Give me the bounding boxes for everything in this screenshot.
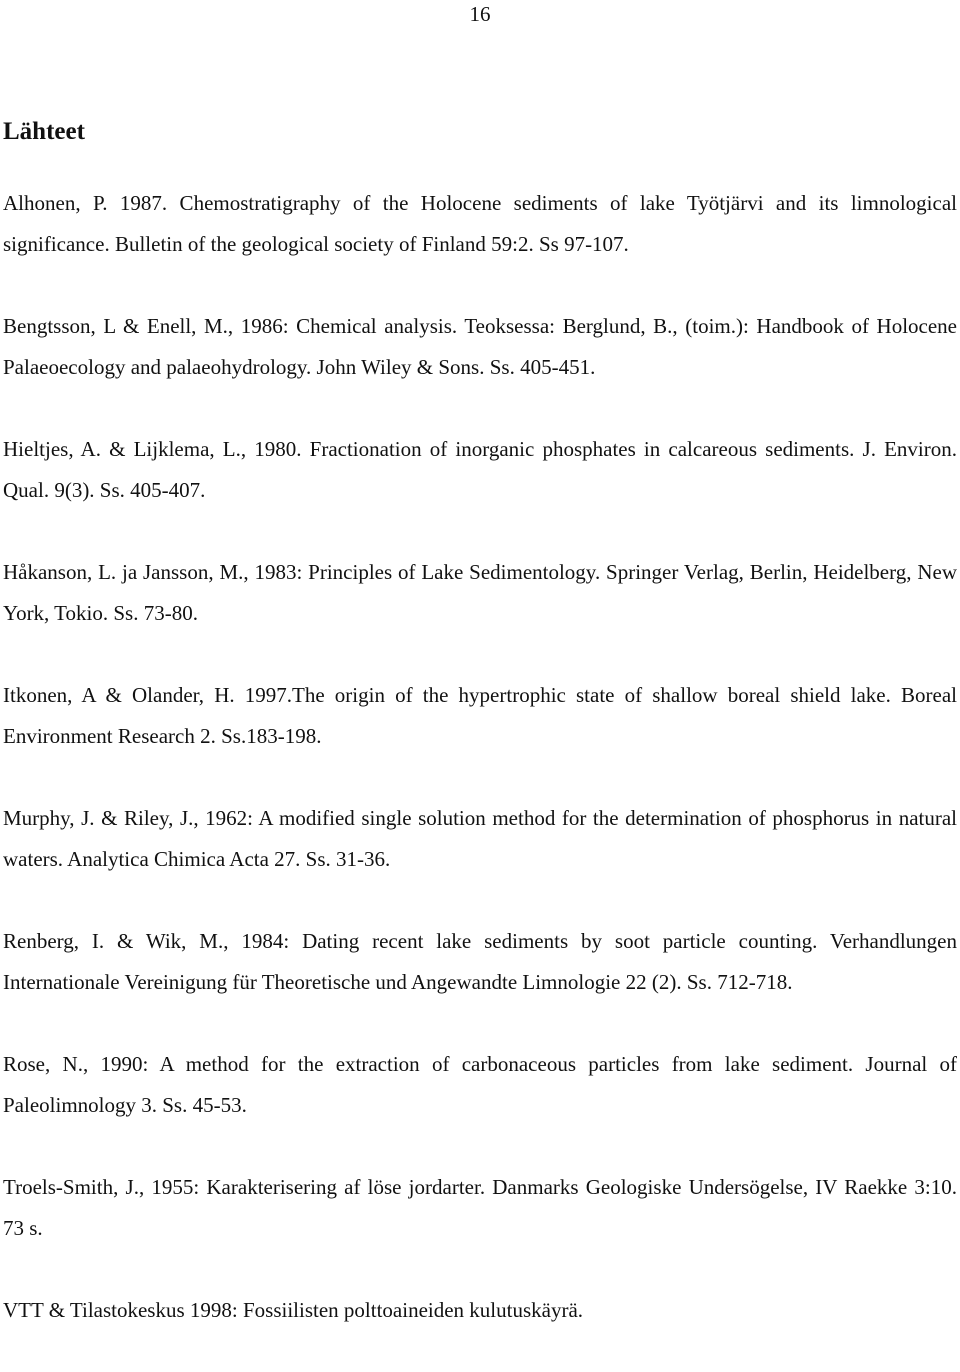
reference-item: Itkonen, A & Olander, H. 1997.The origin of the hypertrophic state of shallow boreal shield lake. Boreal Environment Research 2. Ss.183-198. xyxy=(3,683,957,748)
reference-item: Rose, N., 1990: A method for the extraction of carbonaceous particles from lake sediment. Journal of Paleolimnology 3. Ss. 45-53. xyxy=(3,1052,957,1117)
reference-item: Håkanson, L. ja Jansson, M., 1983: Principles of Lake Sedimentology. Springer Verlag, Berlin, Heidelberg, New York, Tokio. Ss. 73-80. xyxy=(3,560,957,625)
reference-list xyxy=(3,183,957,1372)
reference-item: Hieltjes, A. & Lijklema, L., 1980. Fractionation of inorganic phosphates in calcareous sediments. J. Environ. Qual. 9(3). Ss. 405-407. xyxy=(3,437,957,502)
reference-item: VTT & Tilastokeskus 1998: Fossiilisten polttoaineiden kulutuskäyrä. xyxy=(3,1298,584,1322)
reference-item: Renberg, I. & Wik, M., 1984: Dating recent lake sediments by soot particle counting. Verhandlungen Internationale Vereinigung für Theoretische und Angewandte Limnologie 22 (2). Ss. 712-718. xyxy=(3,929,957,994)
reference-item: Alhonen, P. 1987. Chemostratigraphy of the Holocene sediments of lake Työtjärvi and its limnological significance. Bulletin of the geological society of Finland 59:2. Ss 97-107. xyxy=(3,191,957,256)
reference-item: Troels-Smith, J., 1955: Karakterisering af löse jordarter. Danmarks Geologiske Undersögelse, IV Raekke 3:10. 73 s. xyxy=(3,1175,957,1240)
reference-item: Murphy, J. & Riley, J., 1962: A modified single solution method for the determination of phosphorus in natural waters. Analytica Chimica Acta 27. Ss. 31-36. xyxy=(3,806,957,871)
page-number: 16 xyxy=(469,2,491,26)
reference-item: Bengtsson, L & Enell, M., 1986: Chemical analysis. Teoksessa: Berglund, B., (toim.): Handbook of Holocene Palaeoecology and palaeohydrology. John Wiley & Sons. Ss. 405-451. xyxy=(3,314,957,379)
section-heading: Lähteet xyxy=(3,118,85,145)
